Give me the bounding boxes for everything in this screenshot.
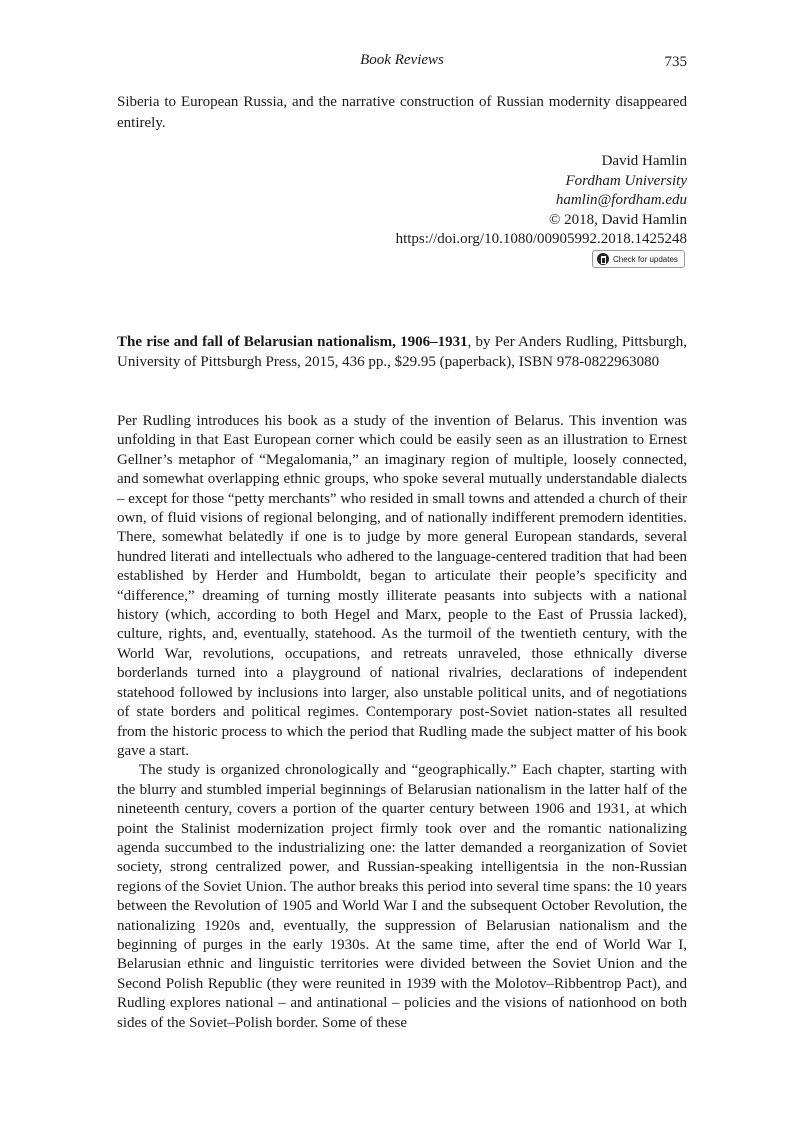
page-header: [117, 52, 687, 78]
previous-review-ending: Siberia to European Russia, and the narrative construction of Russian modernity disappeared entirely.: [117, 94, 687, 131]
doi-link[interactable]: https://doi.org/10.1080/00905992.2018.1425248: [395, 231, 687, 247]
book-title: The rise and fall of Belarusian nationalism, 1906–1931: [117, 334, 468, 350]
body-paragraph: Per Rudling introduces his book as a study of the invention of Belarus. This invention was unfolding in that East European corner which could be easily seen as an illustration to Ernest Gellner’s metaphor of “Megalomania,” an imaginary region of multiple, loosely connected, and somewhat overlapping ethnic groups, who spoke several mutually understandable dialects – except for those “petty merchants” who resided in small towns and attended a church of their own, of fluid visions of regional belonging, and of nationally indifferent premodern identities. There, somewhat belatedly if one is to judge by more general European standards, several hundred literati and intellectuals who adhered to the language-centered tradition that had been established by Herder and Humboldt, began to articulate their people’s specificity and “difference,” dreaming of turning mostly illiterate peasants into subjects with a national history (which, according to both Hegel and Marx, people to the East of Prussia lacked), culture, rights, and, eventually, statehood. As the turmoil of the twentieth century, with the World War, revolutions, occupations, and retreats unraveled, those ethnically diverse borderlands turned into a playground of national rivalries, declarations of independent statehood followed by inclusions into larger, also unstable political units, and of negotiations of state borders and political regimes. Contemporary post-Soviet nation-states all resulted from the historic process to which the period that Rudling made the subject matter of his book gave a start.: [117, 413, 687, 759]
review-body: [117, 412, 687, 1033]
reviewer-affiliation: Fordham University: [565, 172, 687, 189]
review-heading: [117, 333, 687, 372]
body-paragraph: The study is organized chronologically and “geographically.” Each chapter, starting with the blurry and stumbled imperial beginnings of Belarusian nationalism in the latter half of the nineteenth century, covers a portion of the quarter century between 1906 and 1931, at which point the Stalinist modernization project firmly took over and the romantic nationalizing agenda succumbed to the industrializing one: the latter demanded a reorganization of Soviet society, strong centralized power, and Russian-speaking intelligentsia in the non-Russian regions of the Soviet Union. The author breaks this period into several time spans: the 10 years between the Revolution of 1905 and World War I and the subsequent October Revolution, the nationalizing 1920s and, eventually, the suppression of Belarusian nationalism and the beginning of purges in the early 1930s. At the same time, after the end of World War I, Belarusian ethnic and linguistic territories were divided between the Soviet Union and the Second Polish Republic (they were reunited in 1939 with the Molotov–Ribbentrop Pact), and Rudling explores national – and antinational – policies and the visions of nationhood on both sides of the Soviet–Polish border. Some of these: [117, 762, 688, 1031]
page-number: 735: [664, 54, 687, 70]
crossmark-icon: [597, 253, 609, 265]
reviewer-signature: [396, 152, 687, 250]
running-head: Book Reviews: [360, 52, 444, 68]
check-for-updates-label: Check for updates: [613, 254, 678, 264]
check-for-updates-button[interactable]: [592, 250, 685, 268]
reviewer-name: David Hamlin: [601, 153, 687, 169]
copyright-line: © 2018, David Hamlin: [548, 211, 687, 228]
book-details: , by Per Anders Rudling, Pittsburgh, University of Pittsburgh Press, 2015, 436 pp., $29.95 (paperback), ISBN 978-0822963080: [117, 334, 687, 370]
reviewer-email[interactable]: hamlin@fordham.edu: [555, 192, 687, 208]
